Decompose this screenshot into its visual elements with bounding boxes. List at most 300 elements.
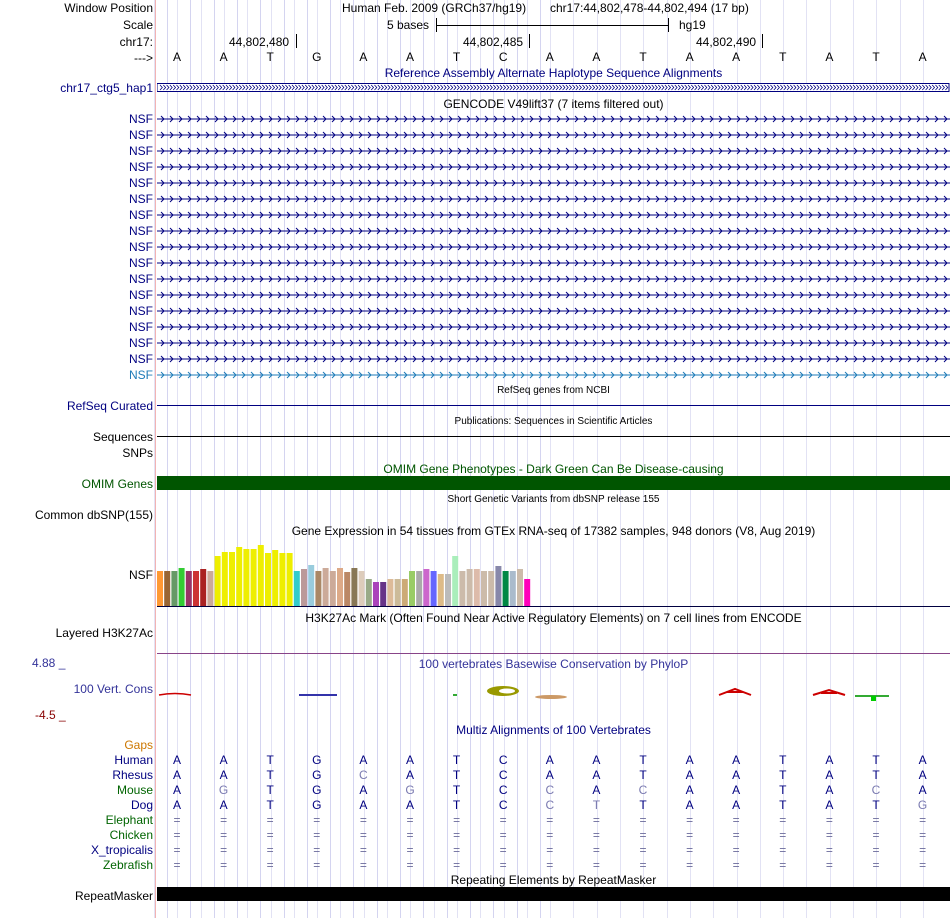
gtex-tissue-bar[interactable] xyxy=(323,568,329,606)
species-alignment-row xyxy=(157,843,950,857)
gtex-tissue-bar[interactable] xyxy=(510,571,516,606)
gtex-tissue-bar[interactable] xyxy=(308,565,314,606)
gencode-transcript-feature[interactable] xyxy=(157,130,950,140)
aligned-base: = xyxy=(499,843,507,857)
aligned-base: = xyxy=(546,858,554,872)
reference-bases xyxy=(157,50,950,64)
gtex-tissue-bar[interactable] xyxy=(344,572,350,606)
omim-feature[interactable] xyxy=(157,476,950,490)
gtex-tissue-bar[interactable] xyxy=(265,553,271,606)
aligned-base: A xyxy=(732,798,741,812)
gtex-tissue-bar[interactable] xyxy=(495,566,501,606)
aligned-base: = xyxy=(499,828,507,842)
aligned-base: = xyxy=(499,813,507,827)
aligned-base: = xyxy=(313,828,321,842)
species-label[interactable]: Rhesus xyxy=(112,768,153,782)
aligned-base: = xyxy=(173,828,181,842)
aligned-base: A xyxy=(685,768,694,782)
gtex-tissue-bar[interactable] xyxy=(467,569,473,606)
aligned-base: T xyxy=(779,783,787,797)
gtex-tissue-bar[interactable] xyxy=(488,571,494,606)
aligned-base: = xyxy=(639,843,647,857)
aligned-base: = xyxy=(919,843,927,857)
aligned-base: = xyxy=(546,813,554,827)
aligned-base: = xyxy=(173,843,181,857)
species-label[interactable]: Elephant xyxy=(105,813,153,827)
aligned-base: = xyxy=(639,858,647,872)
gencode-transcript-feature[interactable] xyxy=(157,258,950,268)
gtex-tissue-bar[interactable] xyxy=(474,569,480,606)
aligned-base: = xyxy=(173,858,181,872)
aligned-base: = xyxy=(266,843,274,857)
gtex-tissue-bar[interactable] xyxy=(438,574,444,606)
aligned-base: C xyxy=(545,798,555,812)
aligned-base: T xyxy=(266,753,274,767)
gtex-tissue-bar[interactable] xyxy=(171,571,177,606)
aligned-base: A xyxy=(592,783,601,797)
gtex-tissue-bar[interactable] xyxy=(315,571,321,606)
aligned-base: = xyxy=(919,858,927,872)
species-alignment-row xyxy=(157,783,950,797)
aligned-base: A xyxy=(918,753,927,767)
snps-label[interactable]: SNPs xyxy=(122,446,153,460)
species-alignment-row xyxy=(157,828,950,842)
phylop-min: -4.5 _ xyxy=(35,708,66,722)
repeatmasker-label[interactable]: RepeatMasker xyxy=(74,889,153,903)
aligned-base: = xyxy=(220,843,228,857)
aligned-base: = xyxy=(406,858,414,872)
gtex-tissue-bar[interactable] xyxy=(287,553,293,606)
aligned-base: = xyxy=(919,813,927,827)
scale-db: hg19 xyxy=(679,18,706,32)
gencode-transcript-label[interactable]: NSF xyxy=(129,288,153,302)
reference-base: A xyxy=(172,50,181,64)
refseq-label[interactable]: RefSeq Curated xyxy=(66,399,153,413)
aligned-base: = xyxy=(919,828,927,842)
reference-base: A xyxy=(732,50,741,64)
species-alignment-row xyxy=(157,813,950,827)
assembly-name: Human Feb. 2009 (GRCh37/hg19) xyxy=(342,1,527,15)
aligned-base: A xyxy=(405,768,414,782)
reference-base: A xyxy=(685,50,694,64)
gtex-baseline xyxy=(157,606,950,607)
gtex-tissue-bar[interactable] xyxy=(236,547,242,606)
aligned-base: A xyxy=(732,753,741,767)
repeatmasker-feature[interactable] xyxy=(157,887,950,901)
phylop-max: 4.88 _ xyxy=(32,656,66,670)
phylop-label[interactable]: 100 Vert. Cons xyxy=(73,682,153,696)
gencode-transcript-feature[interactable] xyxy=(157,338,950,348)
aligned-base: A xyxy=(172,753,181,767)
gtex-tissue-bar[interactable] xyxy=(366,579,372,606)
aligned-base: A xyxy=(825,783,834,797)
aligned-base: T xyxy=(872,768,880,782)
aligned-base: = xyxy=(359,828,367,842)
gencode-transcript-feature[interactable] xyxy=(157,322,950,332)
gtex-tissue-bar[interactable] xyxy=(423,569,429,606)
gtex-label[interactable]: NSF xyxy=(129,568,153,582)
aligned-base: T xyxy=(452,798,461,812)
strand-label: ---> xyxy=(134,51,153,65)
gtex-tissue-bar[interactable] xyxy=(258,545,264,606)
gtex-tissue-bar[interactable] xyxy=(186,571,192,606)
reference-base: T xyxy=(779,50,787,64)
aligned-base: A xyxy=(359,753,368,767)
gtex-tissue-bar[interactable] xyxy=(373,582,379,606)
aligned-base: = xyxy=(313,843,321,857)
gencode-transcript-feature[interactable] xyxy=(157,114,950,124)
aligned-base: T xyxy=(266,783,274,797)
aligned-base: T xyxy=(872,798,880,812)
window-position-label: Window Position xyxy=(64,1,153,15)
aligned-base: A xyxy=(219,753,228,767)
aligned-base: A xyxy=(545,768,554,782)
aligned-base: = xyxy=(779,858,787,872)
alt-haplo-title: Reference Assembly Alternate Haplotype Sequence Alignments xyxy=(384,66,723,80)
gtex-tissue-bar[interactable] xyxy=(395,579,401,606)
aligned-base: = xyxy=(313,858,321,872)
aligned-base: = xyxy=(872,843,880,857)
aligned-base: = xyxy=(453,813,461,827)
gtex-tissue-bar[interactable] xyxy=(251,549,257,606)
gencode-transcript-feature[interactable] xyxy=(157,146,950,156)
aligned-base: C xyxy=(498,753,508,767)
ruler-tick xyxy=(762,34,763,48)
gencode-transcript-label[interactable]: NSF xyxy=(129,368,153,382)
gtex-tissue-bar[interactable] xyxy=(431,571,437,606)
ruler-tick xyxy=(529,34,530,48)
aligned-base: G xyxy=(312,753,322,767)
aligned-base: = xyxy=(406,843,414,857)
aligned-base: = xyxy=(220,813,228,827)
aligned-base: T xyxy=(452,768,461,782)
gtex-tissue-bar[interactable] xyxy=(380,582,386,606)
genomic-position: chr17:44,802,478-44,802,494 (17 bp) xyxy=(550,1,749,15)
reference-base: A xyxy=(918,50,927,64)
aligned-base: = xyxy=(686,828,694,842)
dbsnp-title: Short Genetic Variants from dbSNP release 155 xyxy=(447,494,660,505)
gtex-tissue-bar[interactable] xyxy=(272,550,278,606)
aligned-base: = xyxy=(592,843,600,857)
aligned-base: A xyxy=(545,753,554,767)
aligned-base: A xyxy=(172,768,181,782)
aligned-base: G xyxy=(405,783,415,797)
gencode-transcript-label[interactable]: NSF xyxy=(129,208,153,222)
aligned-base: T xyxy=(592,798,601,812)
phylop-plot[interactable] xyxy=(157,680,950,704)
gencode-transcript-feature[interactable] xyxy=(157,162,950,172)
aligned-base: T xyxy=(779,768,787,782)
publications-label[interactable]: Sequences xyxy=(92,430,153,444)
gtex-tissue-bar[interactable] xyxy=(524,579,530,606)
species-label[interactable]: Chicken xyxy=(109,828,153,842)
gencode-transcript-feature[interactable] xyxy=(157,290,950,300)
reference-base: A xyxy=(545,50,554,64)
aligned-base: A xyxy=(359,798,368,812)
aligned-base: T xyxy=(779,753,787,767)
phylop-title: 100 vertebrates Basewise Conservation by PhyloP xyxy=(418,657,689,671)
image-left-border xyxy=(155,0,156,918)
alt-haplo-feature[interactable] xyxy=(157,83,950,93)
gencode-transcript-feature[interactable] xyxy=(157,370,950,380)
aligned-base: = xyxy=(825,828,833,842)
aligned-base: = xyxy=(313,813,321,827)
aligned-base: = xyxy=(686,858,694,872)
ruler-tick-label: 44,802,485 xyxy=(463,35,524,49)
reference-base: A xyxy=(405,50,414,64)
gencode-transcript-label[interactable]: NSF xyxy=(129,128,153,142)
aligned-base: T xyxy=(452,783,461,797)
gtex-tissue-bar[interactable] xyxy=(215,556,221,606)
gtex-tissue-bar[interactable] xyxy=(445,574,451,606)
aligned-base: = xyxy=(732,813,740,827)
gtex-tissue-bar[interactable] xyxy=(207,571,213,606)
aligned-base: A xyxy=(918,783,927,797)
aligned-base: = xyxy=(546,828,554,842)
gencode-transcript-label[interactable]: NSF xyxy=(129,224,153,238)
publications-title: Publications: Sequences in Scientific Articles xyxy=(454,416,653,427)
gtex-tissue-bar[interactable] xyxy=(409,571,415,606)
repeatmasker-title: Repeating Elements by RepeatMasker xyxy=(450,873,657,887)
aligned-base: A xyxy=(825,768,834,782)
gencode-transcript-label[interactable]: NSF xyxy=(129,192,153,206)
species-alignment-row xyxy=(157,858,950,872)
reference-base: A xyxy=(219,50,228,64)
gtex-tissue-bar[interactable] xyxy=(229,552,235,606)
gtex-tissue-bar[interactable] xyxy=(164,571,170,606)
gtex-tissue-bar[interactable] xyxy=(301,569,307,606)
aligned-base: T xyxy=(639,768,647,782)
aligned-base: T xyxy=(452,753,461,767)
h3k27ac-baseline xyxy=(157,653,950,654)
aligned-base: = xyxy=(359,813,367,827)
aligned-base: G xyxy=(312,783,322,797)
aligned-base: = xyxy=(872,858,880,872)
gencode-transcript-feature[interactable] xyxy=(157,274,950,284)
gencode-transcript-label[interactable]: NSF xyxy=(129,336,153,350)
aligned-base: = xyxy=(266,828,274,842)
gencode-transcript-label[interactable]: NSF xyxy=(129,176,153,190)
publications-feature[interactable] xyxy=(157,436,950,437)
aligned-base: = xyxy=(686,813,694,827)
gencode-transcript-label[interactable]: NSF xyxy=(129,240,153,254)
aligned-base: G xyxy=(917,798,928,812)
reference-base: A xyxy=(825,50,834,64)
gencode-transcript-feature[interactable] xyxy=(157,354,950,364)
gencode-transcript-label[interactable]: NSF xyxy=(129,304,153,318)
aligned-base: C xyxy=(498,798,508,812)
aligned-base: = xyxy=(872,828,880,842)
gtex-tissue-bar[interactable] xyxy=(200,569,206,606)
gtex-tissue-bar[interactable] xyxy=(351,568,357,606)
aligned-base: T xyxy=(779,798,787,812)
aligned-base: = xyxy=(173,813,181,827)
species-label[interactable]: X_tropicalis xyxy=(90,843,153,857)
aligned-base: = xyxy=(825,843,833,857)
gtex-tissue-bar[interactable] xyxy=(387,579,393,606)
gtex-bar-chart[interactable] xyxy=(157,540,950,608)
gtex-tissue-bar[interactable] xyxy=(243,549,249,606)
species-label[interactable]: Human xyxy=(114,753,153,767)
aligned-base: T xyxy=(266,798,274,812)
multiz-title: Multiz Alignments of 100 Vertebrates xyxy=(456,723,651,737)
gtex-tissue-bar[interactable] xyxy=(337,568,343,606)
h3k27ac-label[interactable]: Layered H3K27Ac xyxy=(55,626,153,640)
aligned-base: A xyxy=(359,783,368,797)
scale-label: Scale xyxy=(122,18,153,32)
omim-label[interactable]: OMIM Genes xyxy=(81,477,153,491)
gtex-tissue-bar[interactable] xyxy=(416,571,422,606)
aligned-base: = xyxy=(266,813,274,827)
reference-base: T xyxy=(452,50,461,64)
aligned-base: T xyxy=(639,753,647,767)
gencode-transcript-feature[interactable] xyxy=(157,210,950,220)
aligned-base: A xyxy=(219,798,228,812)
aligned-base: = xyxy=(453,858,461,872)
scale-text: 5 bases xyxy=(387,18,430,32)
gencode-transcript-label[interactable]: NSF xyxy=(129,256,153,270)
gtex-tissue-bar[interactable] xyxy=(459,571,465,606)
aligned-base: = xyxy=(499,858,507,872)
aligned-base: A xyxy=(592,768,601,782)
gtex-tissue-bar[interactable] xyxy=(279,553,285,606)
aligned-base: A xyxy=(732,783,741,797)
aligned-base: A xyxy=(172,798,181,812)
aligned-base: = xyxy=(592,858,600,872)
gtex-tissue-bar[interactable] xyxy=(157,571,163,606)
aligned-base: = xyxy=(359,843,367,857)
aligned-base: = xyxy=(453,828,461,842)
aligned-base: A xyxy=(825,753,834,767)
aligned-base: G xyxy=(312,798,322,812)
refseq-title: RefSeq genes from NCBI xyxy=(497,385,610,396)
reference-base: G xyxy=(312,50,322,64)
gtex-tissue-bar[interactable] xyxy=(402,579,408,606)
gtex-tissue-bar[interactable] xyxy=(359,571,365,606)
aligned-base: = xyxy=(453,843,461,857)
gaps-label[interactable]: Gaps xyxy=(124,738,153,752)
gencode-transcript-label[interactable]: NSF xyxy=(129,320,153,334)
aligned-base: = xyxy=(686,843,694,857)
aligned-base: A xyxy=(685,783,694,797)
species-alignment-row xyxy=(157,753,950,767)
gencode-transcript-label[interactable]: NSF xyxy=(129,352,153,366)
reference-base: A xyxy=(592,50,601,64)
aligned-base: = xyxy=(406,813,414,827)
aligned-base: = xyxy=(779,813,787,827)
gtex-title: Gene Expression in 54 tissues from GTEx RNA-seq of 17382 samples, 948 donors (V8, Aug 2019) xyxy=(291,524,816,538)
gtex-tissue-bar[interactable] xyxy=(330,571,336,606)
aligned-base: = xyxy=(779,828,787,842)
ruler-tick xyxy=(296,34,297,48)
aligned-base: A xyxy=(732,768,741,782)
gencode-title: GENCODE V49lift37 (7 items filtered out) xyxy=(443,97,664,111)
gencode-transcript-feature[interactable] xyxy=(157,226,950,236)
aligned-base: A xyxy=(825,798,834,812)
aligned-base: T xyxy=(872,753,880,767)
aligned-base: = xyxy=(639,828,647,842)
aligned-base: C xyxy=(359,768,368,782)
gencode-transcript-feature[interactable] xyxy=(157,242,950,252)
gtex-tissue-bar[interactable] xyxy=(179,568,185,606)
species-alignment-row xyxy=(157,798,950,812)
dbsnp-label[interactable]: Common dbSNP(155) xyxy=(34,508,153,522)
species-alignment-row xyxy=(157,768,950,782)
ruler-tick-label: 44,802,480 xyxy=(229,35,290,49)
aligned-base: = xyxy=(732,843,740,857)
aligned-base: = xyxy=(359,858,367,872)
aligned-base: A xyxy=(685,753,694,767)
aligned-base: A xyxy=(405,753,414,767)
aligned-base: A xyxy=(172,783,181,797)
aligned-base: C xyxy=(638,783,648,797)
aligned-base: = xyxy=(220,828,228,842)
reference-base: T xyxy=(872,50,880,64)
reference-base: T xyxy=(639,50,647,64)
aligned-base: = xyxy=(825,813,833,827)
aligned-base: C xyxy=(498,783,508,797)
aligned-base: A xyxy=(918,768,927,782)
aligned-base: A xyxy=(219,768,228,782)
aligned-base: C xyxy=(871,783,881,797)
gencode-transcript-feature[interactable] xyxy=(157,194,950,204)
species-label[interactable]: Dog xyxy=(130,798,153,812)
reference-base: T xyxy=(266,50,274,64)
gtex-tissue-bar[interactable] xyxy=(294,571,300,606)
chrom-label: chr17: xyxy=(119,35,153,49)
aligned-base: C xyxy=(545,783,555,797)
h3k27ac-title: H3K27Ac Mark (Often Found Near Active Regulatory Elements) on 7 cell lines from ENCODE xyxy=(305,611,802,625)
gtex-tissue-bar[interactable] xyxy=(481,571,487,606)
gencode-transcript-label[interactable]: NSF xyxy=(129,112,153,126)
gtex-tissue-bar[interactable] xyxy=(452,556,458,606)
aligned-base: = xyxy=(406,828,414,842)
gtex-tissue-bar[interactable] xyxy=(517,569,523,606)
gtex-tissue-bar[interactable] xyxy=(503,571,509,606)
ruler-tick-label: 44,802,490 xyxy=(696,35,757,49)
aligned-base: C xyxy=(498,768,508,782)
aligned-base: A xyxy=(405,798,414,812)
aligned-base: = xyxy=(732,828,740,842)
gencode-transcript-feature[interactable] xyxy=(157,178,950,188)
aligned-base: T xyxy=(266,768,274,782)
aligned-base: = xyxy=(220,858,228,872)
reference-base: A xyxy=(359,50,368,64)
gencode-transcript-feature[interactable] xyxy=(157,306,950,316)
refseq-feature[interactable] xyxy=(157,405,950,406)
aligned-base: = xyxy=(639,813,647,827)
gencode-transcript-label[interactable]: NSF xyxy=(129,272,153,286)
aligned-base: = xyxy=(546,843,554,857)
aligned-base: = xyxy=(872,813,880,827)
aligned-base: = xyxy=(779,843,787,857)
alt-haplo-label[interactable]: chr17_ctg5_hap1 xyxy=(60,81,153,95)
aligned-base: = xyxy=(825,858,833,872)
gencode-transcript-label[interactable]: NSF xyxy=(129,144,153,158)
gtex-tissue-bar[interactable] xyxy=(193,571,199,606)
aligned-base: G xyxy=(312,768,322,782)
aligned-base: = xyxy=(266,858,274,872)
omim-title: OMIM Gene Phenotypes - Dark Green Can Be Disease-causing xyxy=(383,462,724,476)
aligned-base: = xyxy=(732,858,740,872)
aligned-base: G xyxy=(218,783,229,797)
gtex-tissue-bar[interactable] xyxy=(222,552,228,606)
scale-bar xyxy=(436,18,669,32)
aligned-base: A xyxy=(592,753,601,767)
species-label[interactable]: Mouse xyxy=(116,783,153,797)
species-label[interactable]: Zebrafish xyxy=(102,858,153,872)
gencode-transcript-label[interactable]: NSF xyxy=(129,160,153,174)
